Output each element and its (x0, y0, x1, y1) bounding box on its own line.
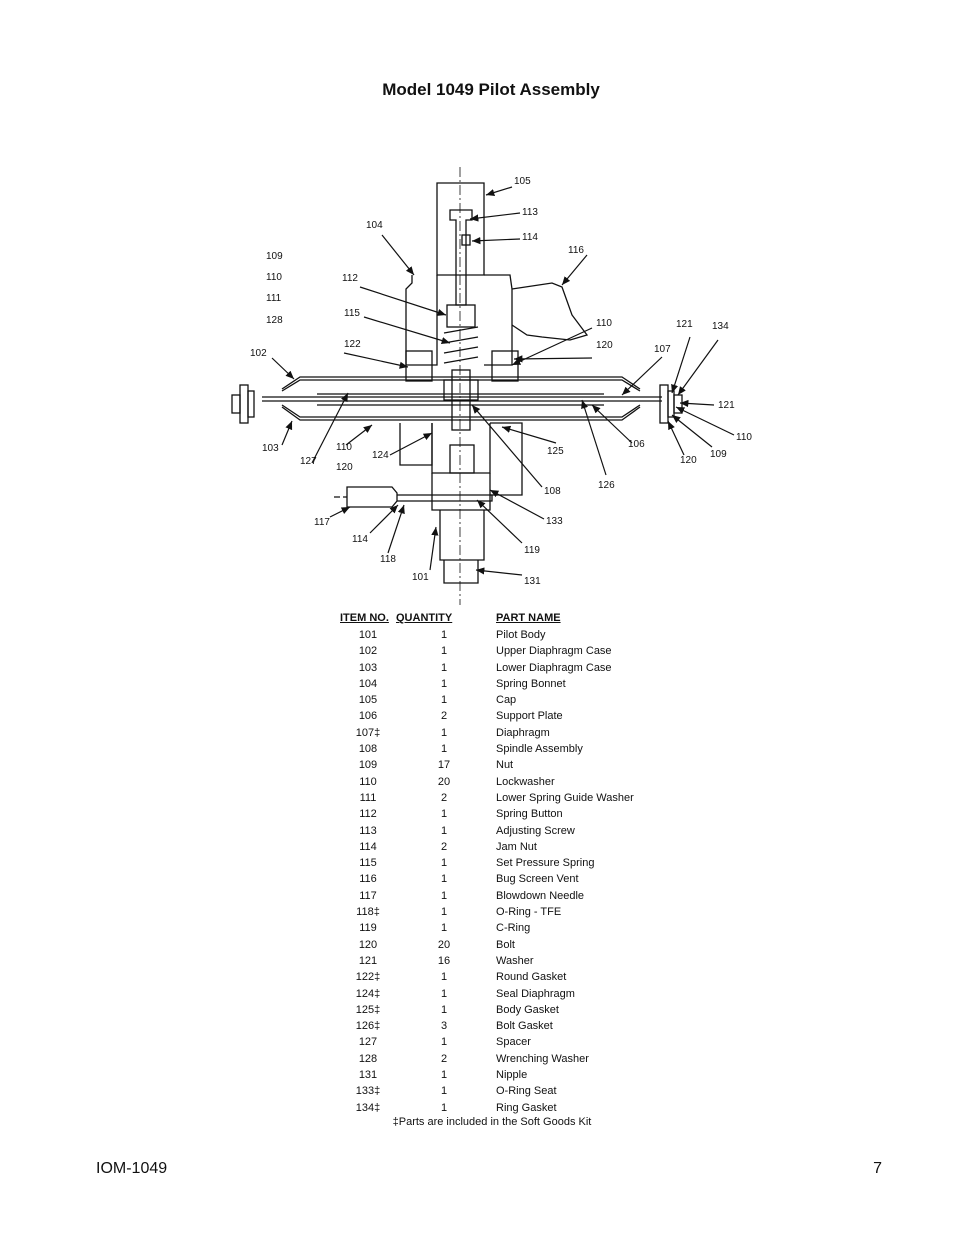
cell-item-no: 109 (358, 759, 378, 772)
cell-item-no: 110 (359, 775, 377, 788)
cell-part-name: Support Plate (496, 710, 563, 723)
callout-133: 133 (546, 516, 563, 527)
cell-quantity: 20 (437, 775, 451, 788)
header-quantity: QUANTITY (396, 612, 453, 624)
table-row (340, 839, 676, 855)
cell-quantity: 1 (440, 726, 448, 739)
cell-quantity: 1 (440, 1085, 448, 1098)
cell-part-name: Lower Spring Guide Washer (496, 791, 634, 804)
cell-part-name: Jam Nut (496, 840, 537, 853)
callout-113: 113 (522, 207, 538, 218)
cell-part-name: Bolt Gasket (496, 1020, 553, 1033)
callout-131: 131 (524, 576, 541, 587)
callout-128: 128 (266, 315, 283, 326)
cell-quantity: 1 (440, 1003, 448, 1016)
callout-103: 103 (262, 443, 279, 454)
cell-part-name: Adjusting Screw (496, 824, 575, 837)
cell-item-no: 131 (358, 1069, 378, 1082)
cell-part-name: O-Ring Seat (496, 1085, 557, 1098)
cell-item-no: 134‡ (355, 1101, 381, 1114)
callout-120: 120 (336, 462, 353, 473)
table-row (340, 757, 676, 773)
cell-part-name: Spindle Assembly (496, 743, 583, 756)
cell-quantity: 3 (440, 1020, 448, 1033)
cell-part-name: Washer (496, 954, 534, 967)
table-row (340, 871, 676, 887)
callout-107: 107 (654, 344, 671, 355)
callout-134: 134 (712, 321, 729, 332)
callout-102: 102 (250, 348, 267, 359)
table-row (340, 627, 676, 643)
callout-124: 124 (372, 450, 389, 461)
table-row (340, 806, 676, 822)
callout-112: 112 (342, 273, 358, 284)
cell-item-no: 122‡ (355, 971, 381, 984)
table-row (340, 1002, 676, 1018)
cell-part-name: Wrenching Washer (496, 1052, 589, 1065)
table-row (340, 660, 676, 676)
table-row (340, 643, 676, 659)
callout-120: 120 (596, 340, 613, 351)
cell-part-name: O-Ring - TFE (496, 906, 562, 919)
table-row (340, 1034, 676, 1050)
cell-quantity: 2 (440, 710, 448, 723)
assembly-outline (232, 167, 682, 605)
cell-quantity: 1 (440, 743, 448, 756)
header-part-name: PART NAME (496, 612, 561, 624)
table-row (340, 774, 676, 790)
cell-part-name: Round Gasket (496, 971, 567, 984)
callout-114: 114 (522, 232, 538, 243)
callout-119: 119 (524, 545, 540, 556)
cell-quantity: 1 (440, 922, 448, 935)
table-row (340, 708, 676, 724)
callout-126: 126 (598, 480, 615, 491)
cell-item-no: 114 (359, 840, 377, 853)
cell-item-no: 115 (359, 857, 377, 870)
cell-part-name: Nipple (496, 1069, 528, 1082)
cell-item-no: 128 (358, 1052, 378, 1065)
cell-quantity: 17 (437, 759, 451, 772)
cell-item-no: 127 (358, 1036, 378, 1049)
callout-104: 104 (366, 220, 383, 231)
callout-115: 115 (344, 308, 360, 319)
callout-118: 118 (380, 554, 396, 565)
callout-109: 109 (266, 251, 283, 262)
cell-part-name: Diaphragm (496, 726, 550, 739)
cell-item-no: 101 (358, 629, 378, 641)
cell-item-no: 111 (359, 791, 377, 804)
table-row (340, 741, 676, 757)
cell-part-name: Bug Screen Vent (496, 873, 579, 886)
callout-110: 110 (736, 432, 752, 443)
callout-122: 122 (344, 339, 361, 350)
table-row (340, 692, 676, 708)
cell-item-no: 112 (359, 808, 377, 821)
page-number: 7 (873, 1160, 882, 1177)
cell-quantity: 2 (440, 840, 448, 853)
cell-part-name: Ring Gasket (496, 1101, 557, 1114)
cell-item-no: 117 (359, 889, 377, 902)
table-row (340, 969, 676, 985)
table-row (340, 725, 676, 741)
cell-quantity: 1 (440, 873, 448, 886)
cell-part-name: Nut (496, 759, 514, 772)
cell-item-no: 118‡ (356, 906, 380, 919)
cell-quantity: 1 (440, 677, 448, 690)
cell-item-no: 106 (358, 710, 378, 723)
table-row (340, 1100, 676, 1116)
table-row (340, 1018, 676, 1034)
cell-item-no: 126‡ (355, 1020, 381, 1033)
callout-114: 114 (352, 534, 368, 545)
cell-part-name: Body Gasket (496, 1003, 559, 1016)
cell-quantity: 1 (440, 824, 448, 837)
table-row (340, 1051, 676, 1067)
cell-quantity: 16 (437, 954, 451, 967)
table-row (340, 1083, 676, 1099)
cell-quantity: 1 (440, 808, 448, 821)
cell-part-name: Blowdown Needle (496, 889, 585, 902)
cell-quantity: 1 (440, 906, 448, 919)
document-id: IOM-1049 (96, 1160, 168, 1177)
cell-quantity: 1 (440, 1069, 448, 1082)
table-row (340, 855, 676, 871)
cell-quantity: 20 (437, 938, 451, 951)
soft-goods-footnote: ‡Parts are included in the Soft Goods Kit (392, 1116, 592, 1128)
cell-quantity: 1 (440, 661, 448, 674)
table-row (340, 676, 676, 692)
cell-quantity: 1 (440, 857, 448, 870)
callout-110: 110 (336, 442, 352, 453)
cell-quantity: 1 (440, 694, 448, 707)
cell-part-name: Pilot Body (496, 629, 546, 641)
cell-part-name: Bolt (496, 938, 515, 951)
parts-table-body (340, 627, 676, 1116)
parts-table-header (340, 611, 676, 627)
parts-table (340, 611, 676, 1116)
cell-item-no: 133‡ (355, 1085, 381, 1098)
cell-item-no: 121 (358, 954, 378, 967)
cell-item-no: 107‡ (355, 726, 381, 739)
callout-105: 105 (514, 176, 531, 187)
page-title: Model 1049 Pilot Assembly (382, 80, 600, 99)
cell-part-name: Lockwasher (496, 775, 555, 788)
cell-item-no: 104 (358, 677, 378, 690)
callout-110: 110 (266, 272, 282, 283)
callout-121: 121 (718, 400, 735, 411)
cell-item-no: 124‡ (355, 987, 381, 1000)
cell-quantity: 1 (440, 1101, 448, 1114)
cell-part-name: Set Pressure Spring (496, 857, 595, 870)
cell-part-name: Spacer (496, 1036, 531, 1049)
table-row (340, 986, 676, 1002)
cell-quantity: 2 (440, 791, 448, 804)
cell-part-name: Cap (496, 694, 517, 707)
callout-120: 120 (680, 455, 697, 466)
callout-127: 127 (300, 456, 317, 467)
table-row (340, 937, 676, 953)
callout-108: 108 (544, 486, 561, 497)
cell-part-name: Upper Diaphragm Case (496, 645, 612, 658)
callout-117: 117 (314, 517, 330, 528)
cell-item-no: 119 (359, 922, 377, 935)
table-row (340, 790, 676, 806)
callout-121: 121 (676, 319, 693, 330)
table-row (340, 1067, 676, 1083)
cell-quantity: 1 (440, 629, 448, 641)
table-row (340, 920, 676, 936)
cell-quantity: 2 (440, 1052, 448, 1065)
cell-item-no: 102 (358, 645, 378, 658)
pilot-assembly-diagram (222, 165, 762, 605)
cell-item-no: 116 (359, 873, 377, 886)
cell-quantity: 1 (440, 987, 448, 1000)
cell-part-name: Seal Diaphragm (496, 987, 575, 1000)
callout-125: 125 (547, 446, 564, 457)
header-item-no: ITEM NO. (340, 612, 389, 624)
callout-116: 116 (568, 245, 584, 256)
table-row (340, 888, 676, 904)
cell-item-no: 103 (358, 661, 378, 674)
cell-item-no: 105 (358, 694, 378, 707)
callout-111: 111 (266, 293, 282, 304)
cell-part-name: Spring Button (496, 808, 563, 821)
callout-106: 106 (628, 439, 645, 450)
cell-quantity: 1 (440, 645, 448, 658)
cell-quantity: 1 (440, 889, 448, 902)
cell-item-no: 120 (358, 938, 378, 951)
cell-part-name: C-Ring (496, 922, 531, 935)
cell-part-name: Spring Bonnet (496, 677, 566, 690)
cell-quantity: 1 (440, 971, 448, 984)
table-row (340, 904, 676, 920)
cell-item-no: 125‡ (355, 1003, 381, 1016)
cell-item-no: 108 (358, 743, 378, 756)
assembly-drawing (222, 165, 762, 605)
callout-110: 110 (596, 318, 612, 329)
callout-109: 109 (710, 449, 727, 460)
table-row (340, 823, 676, 839)
table-row (340, 953, 676, 969)
cell-item-no: 113 (359, 824, 377, 837)
callout-101: 101 (412, 572, 429, 583)
cell-quantity: 1 (440, 1036, 448, 1049)
cell-part-name: Lower Diaphragm Case (496, 661, 612, 674)
